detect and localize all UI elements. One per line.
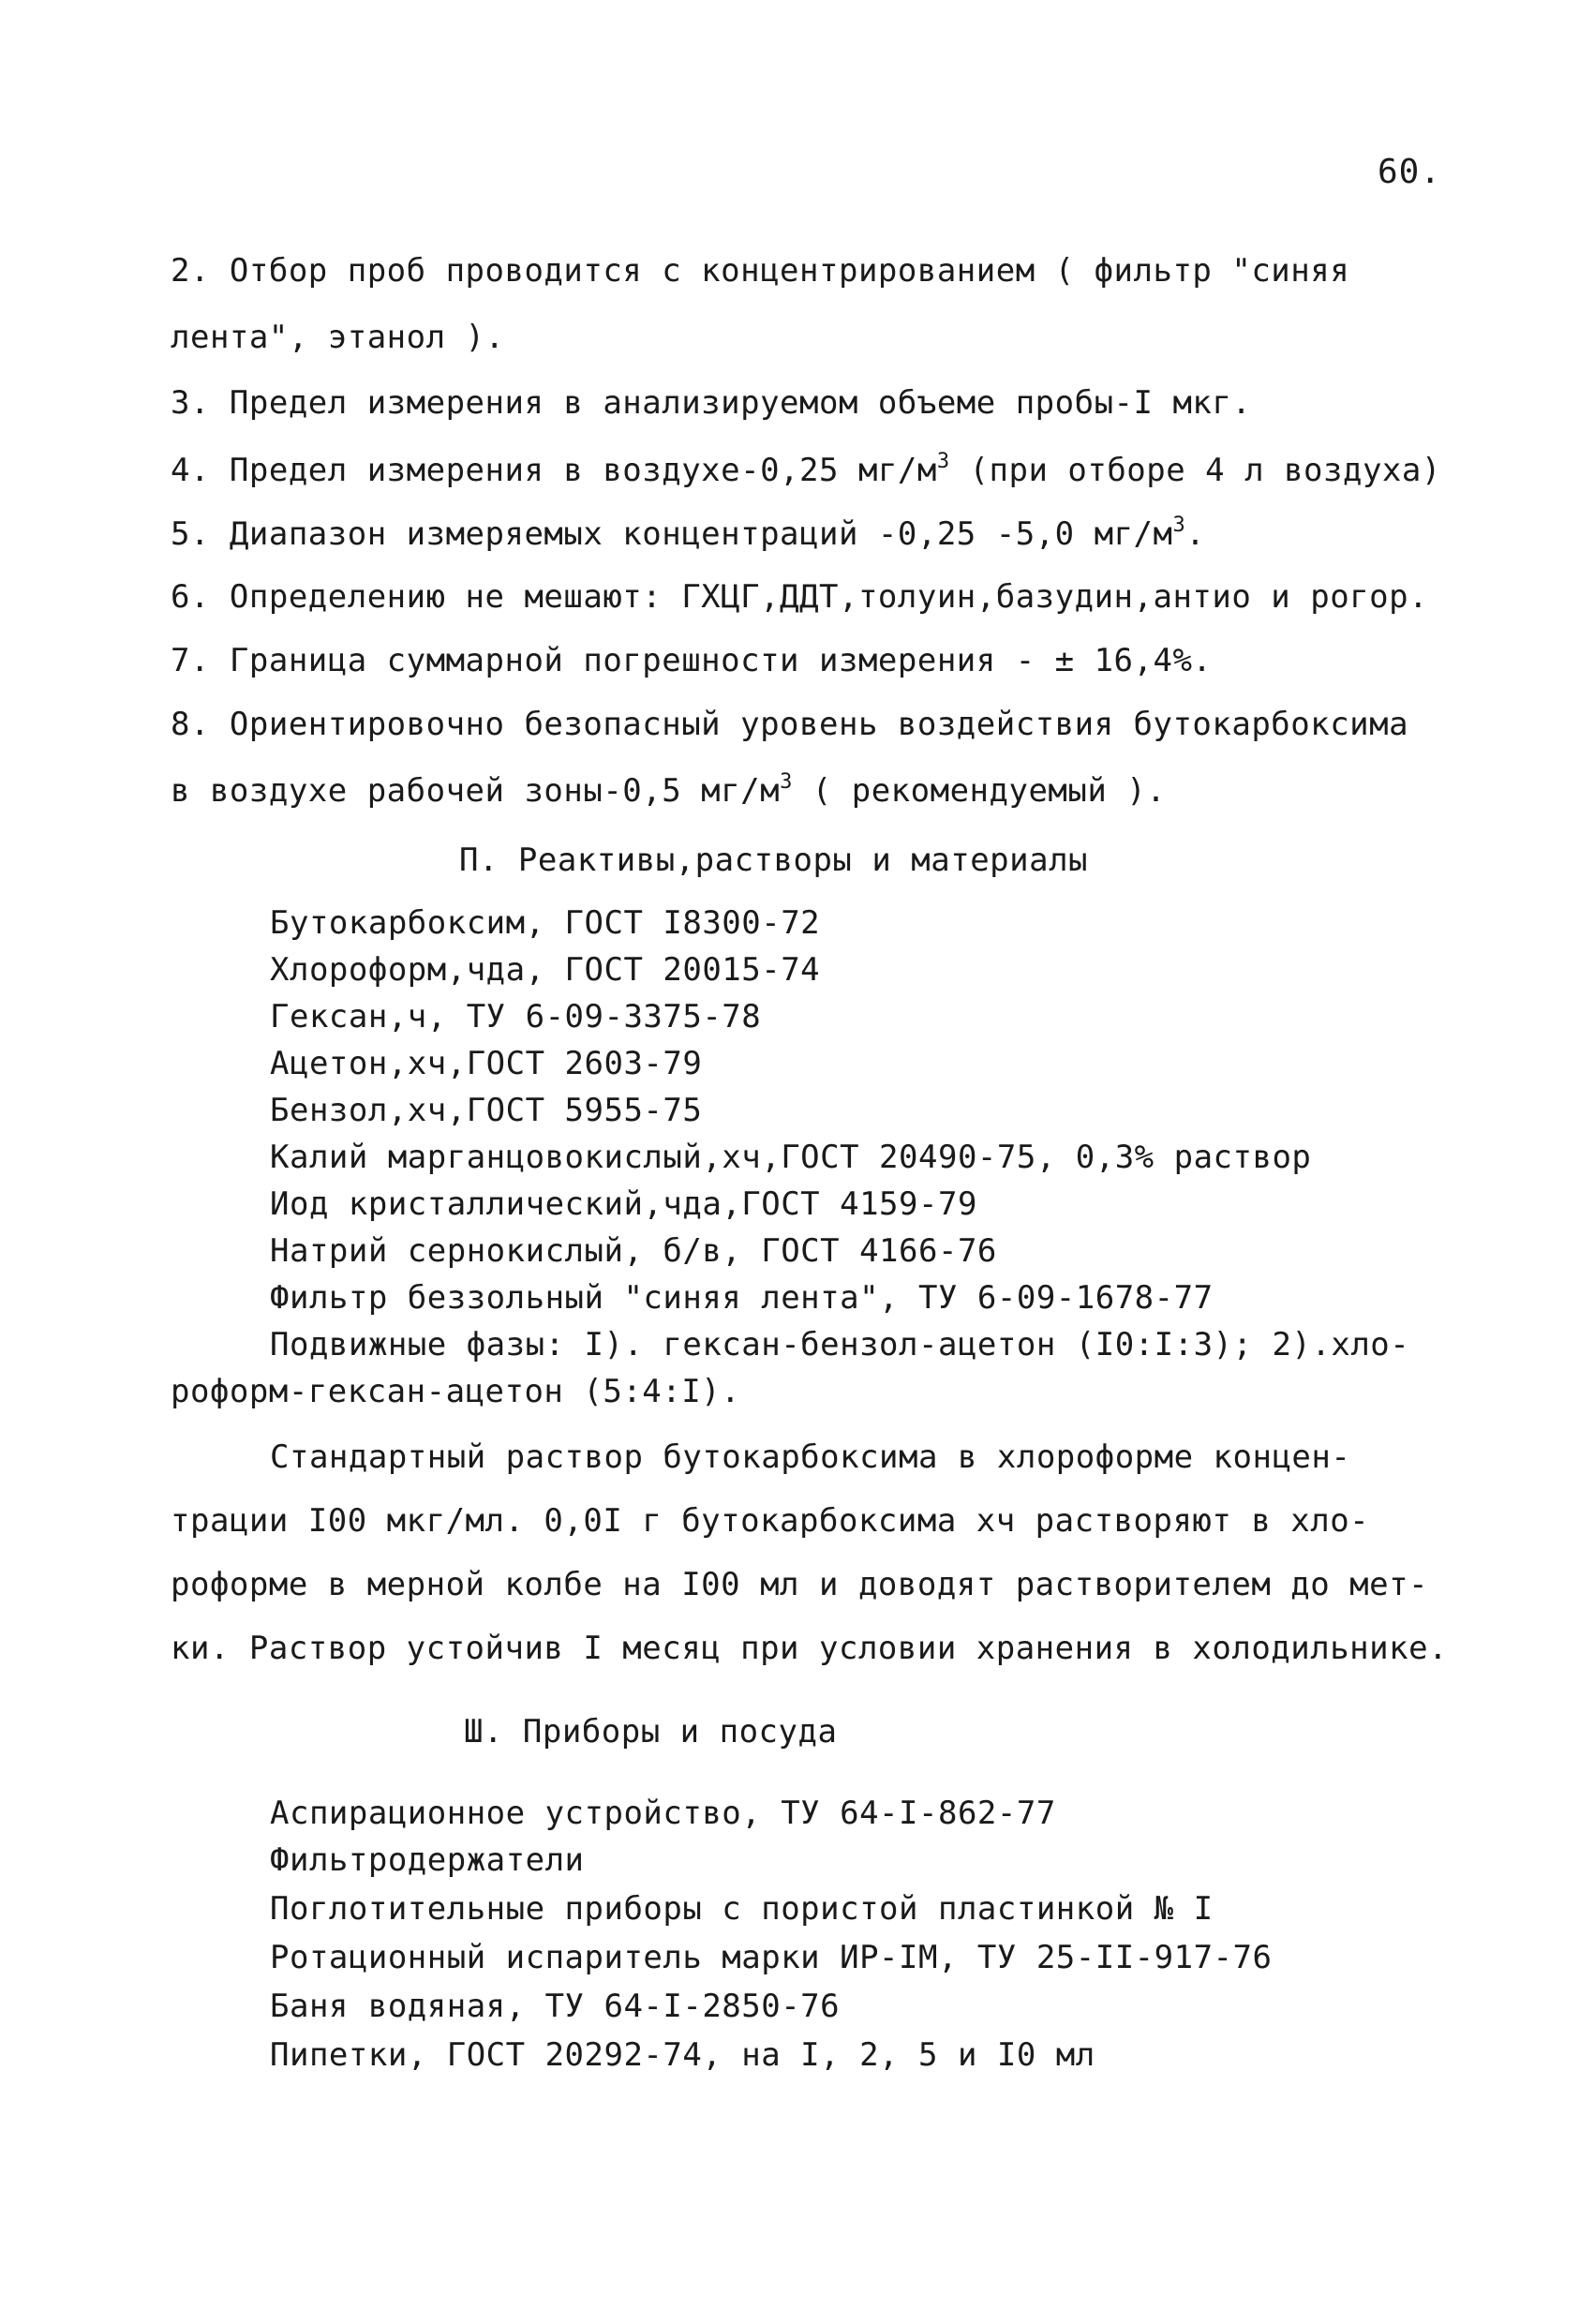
reagent-item: Бутокарбоксим, ГОСТ I8300-72 <box>270 904 821 942</box>
equipment-item: Аспирационное устройство, ТУ 64-I-862-77 <box>270 1795 1056 1832</box>
item-3: 3. Предел измерения в анализируемом объеме пробы-I мкг. <box>171 384 1252 422</box>
item-4-tail: (при отборе 4 л воздуха) <box>949 452 1441 489</box>
section-2-heading: П. Реактивы,растворы и материалы <box>459 842 1089 879</box>
item-5 <box>171 514 1206 553</box>
item-6: 6. Определению не мешают: ГХЦГ,ДДТ,толуин,базудин,антио и рогор. <box>171 578 1429 616</box>
item-8-line-1: 8. Ориентировочно безопасный уровень воздействия бутокарбоксима <box>171 706 1409 743</box>
page-number: 60. <box>1378 153 1442 191</box>
section-3-heading: Ш. Приборы и посуда <box>464 1713 838 1750</box>
reagent-item: Иод кристаллический,чда,ГОСТ 4159-79 <box>270 1185 977 1223</box>
mobile-phases-line-1: Подвижные фазы: I). гексан-бензол-ацетон (I0:I:3); 2).хло- <box>270 1326 1410 1363</box>
item-5-tail: . <box>1185 515 1206 553</box>
standard-solution-line-1: Стандартный раствор бутокарбоксима в хлороформе концен- <box>270 1438 1351 1476</box>
item-4-text: 4. Предел измерения в воздухе-0,25 мг/м <box>171 452 937 489</box>
item-2-line-2: лента", этанол ). <box>171 319 505 356</box>
reagent-item: Натрий сернокислый, б/в, ГОСТ 4166-76 <box>270 1232 997 1270</box>
standard-solution-line-2: трации I00 мкг/мл. 0,0I г бутокарбоксима хч растворяют в хло- <box>171 1502 1370 1540</box>
item-2-line-1: 2. Отбор проб проводится с концентрированием ( фильтр "синяя <box>171 252 1350 290</box>
item-4 <box>171 450 1441 489</box>
item-7: 7. Граница суммарной погрешности измерения - ± 16,4%. <box>171 642 1213 679</box>
reagent-item: Гексан,ч, ТУ 6-09-3375-78 <box>270 998 762 1035</box>
equipment-item: Баня водяная, ТУ 64-I-2850-76 <box>270 1988 841 2025</box>
reagent-item: Бензол,хч,ГОСТ 5955-75 <box>270 1092 703 1129</box>
reagent-item: Хлороформ,чда, ГОСТ 20015-74 <box>270 951 821 989</box>
reagent-item: Фильтр беззольный "синяя лента", ТУ 6-09-1678-77 <box>270 1279 1214 1317</box>
item-5-text: 5. Диапазон измеряемых концентраций -0,25 -5,0 мг/м <box>171 515 1173 553</box>
item-4-superscript: 3 <box>936 450 950 473</box>
item-5-superscript: 3 <box>1172 514 1186 537</box>
equipment-item: Ротационный испаритель марки ИР-IМ, ТУ 25-II-917-76 <box>270 1939 1273 1976</box>
equipment-item: Фильтродержатели <box>270 1841 585 1879</box>
equipment-item: Поглотительные приборы с пористой пластинкой № I <box>270 1890 1214 1928</box>
standard-solution-line-3: роформе в мерной колбе на I00 мл и доводят растворителем до мет- <box>171 1566 1429 1603</box>
item-8-superscript: 3 <box>780 770 793 794</box>
item-8-text: в воздухе рабочей зоны-0,5 мг/м <box>171 772 781 810</box>
item-8-tail: ( рекомендуемый ). <box>792 772 1167 810</box>
reagent-item: Ацетон,хч,ГОСТ 2603-79 <box>270 1045 703 1082</box>
item-8-line-2 <box>171 770 1167 810</box>
reagent-item: Калий марганцовокислый,хч,ГОСТ 20490-75, 0,3% раствор <box>270 1139 1312 1176</box>
mobile-phases-line-2: роформ-гексан-ацетон (5:4:I). <box>171 1373 741 1410</box>
standard-solution-line-4: ки. Раствор устойчив I месяц при условии хранения в холодильнике. <box>171 1630 1449 1667</box>
equipment-item: Пипетки, ГОСТ 20292-74, на I, 2, 5 и I0 мл <box>270 2036 1095 2074</box>
